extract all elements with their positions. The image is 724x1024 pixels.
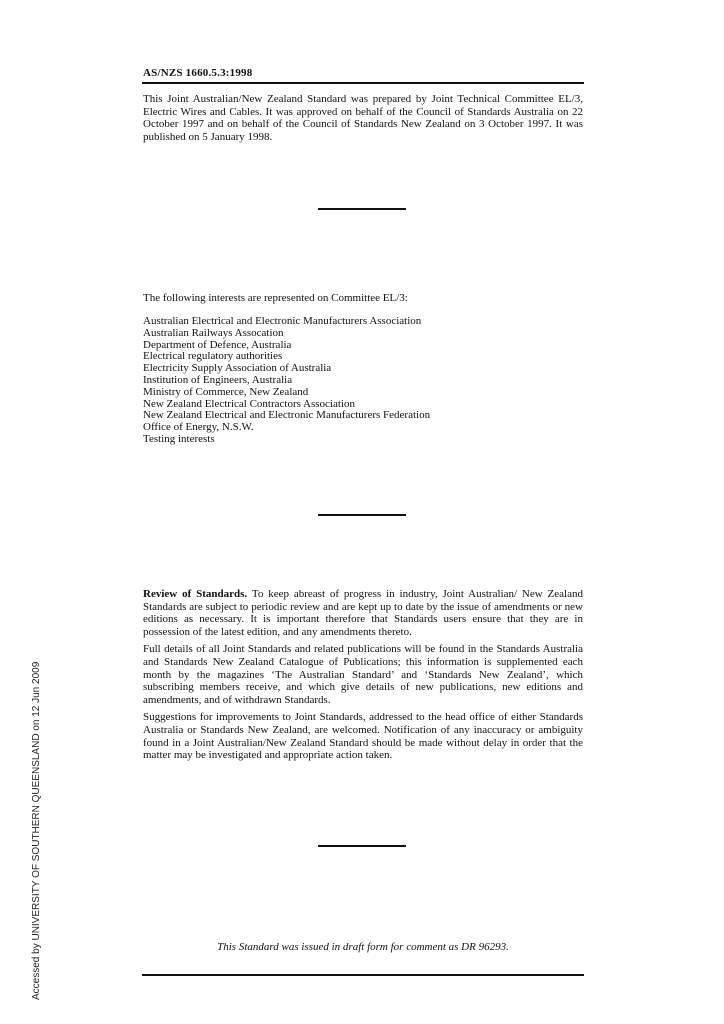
list-item: New Zealand Electrical Contractors Association <box>143 397 355 410</box>
review-title: Review of Standards. <box>143 588 248 600</box>
review-paragraph: Full details of all Joint Standards and related publications will be found in the Standards Australia and Standards New Zealand Catalogue of Publications; this information is supplemented each month by the magazines ‘The Australian Standard’ and ‘Standards New Zealand’, which subscribing members receive, and which give details of new publications, new editions and amendments, and of withdrawn Standards. <box>143 643 583 706</box>
interests-heading: The following interests are represented on Committee EL/3: <box>143 292 408 304</box>
section-divider <box>318 208 406 210</box>
list-item: Electricity Supply Association of Australia <box>143 362 332 375</box>
list-item: New Zealand Electrical and Electronic Manufacturers Federation <box>143 409 431 422</box>
review-section <box>143 588 583 767</box>
list-item: Electrical regulatory authorities <box>143 350 283 363</box>
list-item: Department of Defence, Australia <box>143 338 292 351</box>
section-divider <box>318 514 406 516</box>
section-divider <box>318 845 406 847</box>
access-stamp: Accessed by UNIVERSITY OF SOUTHERN QUEENSLAND on 12 Jun 2009 <box>31 661 42 1000</box>
list-item: Office of Energy, N.S.W. <box>143 421 254 434</box>
list-item: Institution of Engineers, Australia <box>143 373 293 386</box>
footer-rule <box>142 974 584 976</box>
header-rule <box>142 82 584 84</box>
document-id: AS/NZS 1660.5.3:1998 <box>143 67 253 79</box>
draft-note: This Standard was issued in draft form for comment as DR 96293. <box>217 941 509 953</box>
review-paragraph: Suggestions for improvements to Joint Standards, addressed to the head office of either Standards Australia or Standards New Zealand, are welcomed. Notification of any inaccuracy or ambiguity found in a Joint Australian/New Zealand Standard should be made without delay in order that the matter may be investigated and appropriate action taken. <box>143 711 583 762</box>
intro-paragraph: This Joint Australian/New Zealand Standard was prepared by Joint Technical Committee EL/3, Electric Wires and Cables. It was approved on behalf of the Council of Standards Australia on 22 October 1997 and on behalf of the Council of Standards New Zealand on 3 October 1997. It was published on 5 January 1998. <box>143 93 583 143</box>
list-item: Australian Electrical and Electronic Manufacturers Association <box>143 315 422 327</box>
list-item: Testing interests <box>143 432 215 445</box>
review-text: To keep abreast of progress in industry, Joint Australian/ New Zealand Standards are subject to periodic review and are kept up to date by the issue of amendments or new editions as necessary. It is important therefore that Standards users ensure that they are in possession of the latest edition, and any amendments thereto. <box>143 588 583 638</box>
list-item: Australian Railways Assocation <box>143 326 284 339</box>
list-item: Ministry of Commerce, New Zealand <box>143 385 309 398</box>
review-paragraph <box>143 588 583 638</box>
interests-list <box>143 316 583 446</box>
